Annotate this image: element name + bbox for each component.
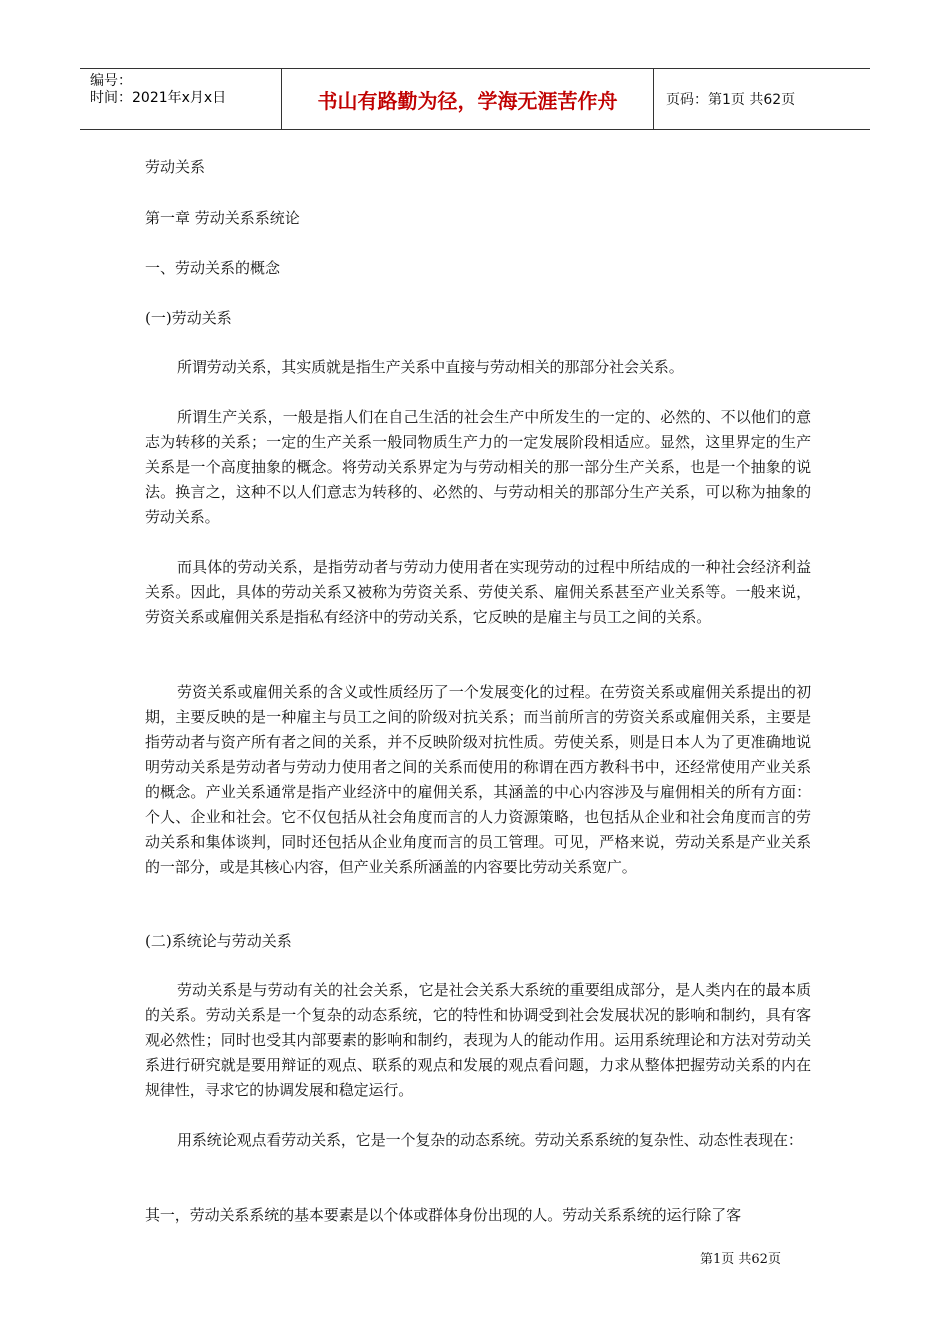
chapter-title: 第一章 劳动关系系统论 [145,209,300,227]
document-title: 劳动关系 [145,158,206,176]
page-footer: 第1页 共62页 [700,1252,781,1267]
header-motto: 书山有路勤为径，学海无涯苦作舟 [282,69,654,129]
subsection-title: (二)系统论与劳动关系 [145,932,292,950]
section-title: 一、劳动关系的概念 [145,259,281,277]
paragraph: 其一，劳动关系系统的基本要素是以个体或群体身份出现的人。劳动关系系统的运行除了客 [145,1206,742,1224]
paragraph: 而具体的劳动关系，是指劳动者与劳动力使用者在实现劳动的过程中所结成的一种社会经济利益关系。因此，具体的劳动关系又被称为劳资关系、劳使关系、雇佣关系甚至产业关系等。一般来说，劳资关系或雇佣关系是指私有经济中的劳动关系，它反映的是雇主与员工之间的关系。 [145,558,811,626]
header-id-label: 编号： [90,73,132,89]
paragraph: 劳动关系是与劳动有关的社会关系，它是社会关系大系统的重要组成部分，是人类内在的最本质的关系。劳动关系是一个复杂的动态系统，它的特性和协调受到社会发展状况的影响和制约，具有客观必然性；同时也受其内部要素的影响和制约，表现为人的能动作用。运用系统理论和方法对劳动关系进行研究就是要用辩证的观点、联系的观点和发展的观点看问题，力求从整体把握劳动关系的内在规律性，寻求它的协调发展和稳定运行。 [145,981,811,1099]
header-page-label: 页码：第1页 共62页 [666,92,796,108]
header-time-label: 时间：2021年x月x日 [90,90,227,106]
header-info-cell [80,69,282,129]
paragraph: 所谓生产关系，一般是指人们在自己生活的社会生产中所发生的一定的、必然的、不以他们的意志为转移的关系；一定的生产关系一般同物质生产力的一定发展阶段相适应。显然，这里界定的生产关系是一个高度抽象的概念。将劳动关系界定为与劳动相关的那一部分生产关系，也是一个抽象的说法。换言之，这种不以人们意志为转移的、必然的、与劳动相关的那部分生产关系，可以称为抽象的劳动关系。 [145,408,811,526]
paragraph: 劳资关系或雇佣关系的含义或性质经历了一个发展变化的过程。在劳资关系或雇佣关系提出的初期，主要反映的是一种雇主与员工之间的阶级对抗关系；而当前所言的劳资关系或雇佣关系，主要是指劳动者与资产所有者之间的关系，并不反映阶级对抗性质。劳使关系，则是日本人为了更准确地说明劳动关系是劳动者与劳动力使用者之间的关系而使用的称谓在西方教科书中，还经常使用产业关系的概念。产业关系通常是指产业经济中的雇佣关系，其涵盖的中心内容涉及与雇佣相关的所有方面：个人、企业和社会。它不仅包括从社会角度而言的人力资源策略，也包括从企业和社会角度而言的劳动关系和集体谈判，同时还包括从企业角度而言的员工管理。可见，严格来说，劳动关系是产业关系的一部分，或是其核心内容，但产业关系所涵盖的内容要比劳动关系宽广。 [145,683,811,876]
subsection-title: (一)劳动关系 [145,309,232,327]
paragraph: 所谓劳动关系，其实质就是指生产关系中直接与劳动相关的那部分社会关系。 [177,358,684,376]
paragraph: 用系统论观点看劳动关系，它是一个复杂的动态系统。劳动关系系统的复杂性、动态性表现在： [177,1131,803,1149]
page-header [80,68,870,130]
